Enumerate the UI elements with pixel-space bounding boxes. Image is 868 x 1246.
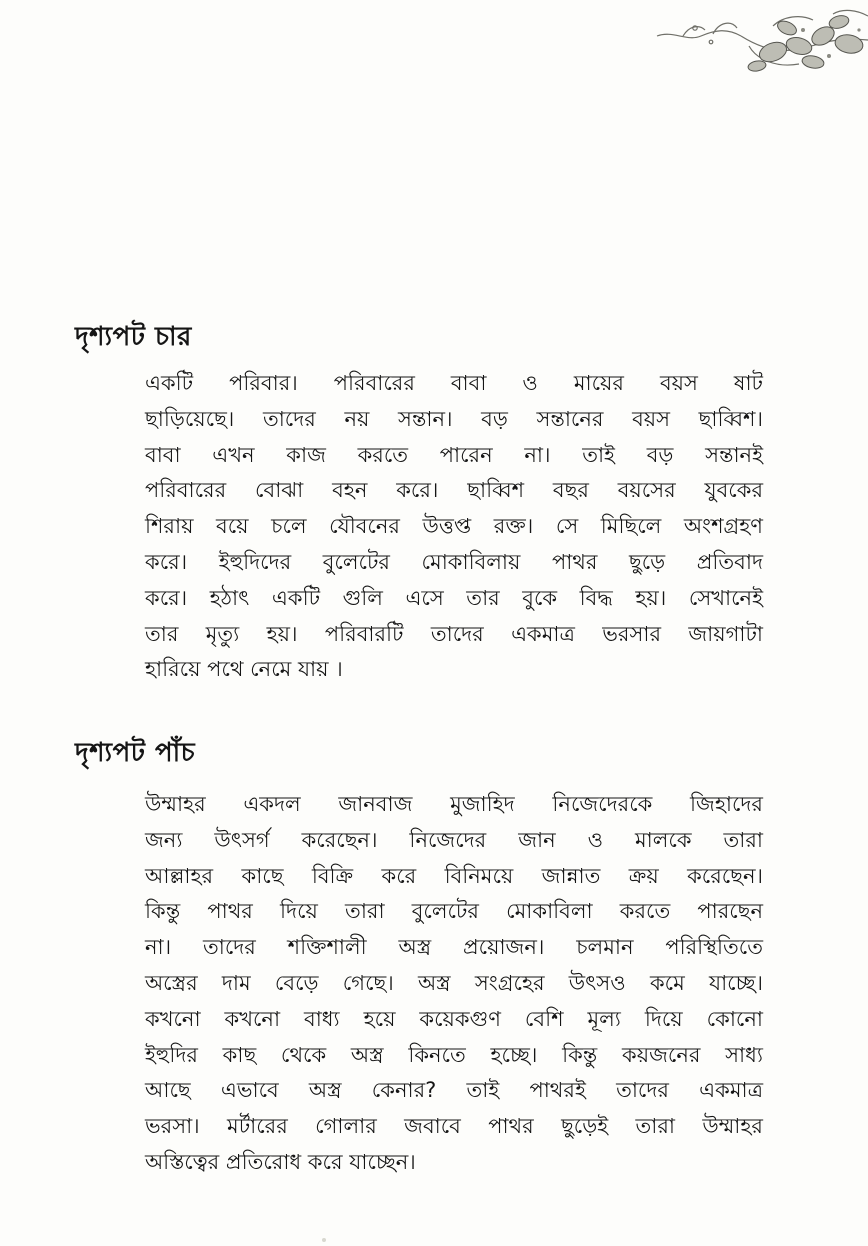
text-line: কখনো কখনো বাধ্য হয়ে কয়েকগুণ বেশি মূল্য দিয়ে কোনো	[145, 1006, 763, 1031]
section-paragraph-scene-four	[145, 366, 763, 688]
text-line: না। তাদের শক্তিশালী অস্ত্র প্রয়োজন। চলমান পরিস্থিতিতে	[145, 935, 763, 960]
section-heading-scene-four: দৃশ্যপট চার	[75, 322, 192, 352]
text-line: পরিবারের বোঝা বহন করে। ছাব্বিশ বছর বয়সের যুবকের	[145, 478, 763, 503]
text-line: শিরায় বয়ে চলে যৌবনের উত্তপ্ত রক্ত। সে মিছিলে অংশগ্রহণ	[145, 514, 763, 539]
text-line: অস্তিত্বের প্রতিরোধ করে যাচ্ছেন।	[145, 1149, 416, 1174]
section-paragraph-scene-five	[145, 787, 763, 1181]
text-line: করে। ইহুদিদের বুলেটের মোকাবিলায় পাথর ছুড়ে প্রতিবাদ	[145, 549, 763, 574]
text-line: একটি পরিবার। পরিবারের বাবা ও মায়ের বয়স ষাট	[145, 371, 763, 395]
text-line: তার মৃত্যু হয়। পরিবারটি তাদের একমাত্র ভরসার জায়গাটা	[145, 621, 763, 646]
text-line: আছে এভাবে অস্ত্র কেনার? তাই পাথরই তাদের একমাত্র	[145, 1078, 763, 1103]
text-line: আল্লাহর কাছে বিক্রি করে বিনিময়ে জান্নাত ক্রয় করেছেন।	[145, 863, 763, 888]
text-line: ছাড়িয়েছে। তাদের নয় সন্তান। বড় সন্তানের বয়স ছাব্বিশ।	[145, 406, 763, 431]
text-line: করে। হঠাৎ একটি গুলি এসে তার বুকে বিদ্ধ হয়। সেখানেই	[145, 585, 763, 610]
text-line: ইহুদির কাছ থেকে অস্ত্র কিনতে হচ্ছে। কিন্তু কয়জনের সাধ্য	[145, 1042, 763, 1067]
text-line: হারিয়ে পথে নেমে যায় ।	[145, 657, 343, 682]
text-line: উম্মাহর একদল জানবাজ মুজাহিদ নিজেদেরকে জিহাদের	[145, 792, 763, 816]
text-line: বাবা এখন কাজ করতে পারেন না। তাই বড় সন্তানই	[145, 442, 763, 467]
paper-smudge	[322, 1238, 326, 1242]
section-heading-scene-five: দৃশ্যপট পাঁচ	[75, 738, 196, 768]
text-line: জন্য উৎসর্গ করেছেন। নিজেদের জান ও মালকে তারা	[145, 827, 763, 852]
text-line: ভরসা। মর্টারের গোলার জবাবে পাথর ছুড়েই তারা উম্মাহর	[145, 1114, 763, 1139]
text-line: কিন্তু পাথর দিয়ে তারা বুলেটের মোকাবিলা করতে পারছেন	[145, 899, 763, 924]
floral-vine-ornament-icon	[653, 6, 868, 76]
text-line: অস্ত্রের দাম বেড়ে গেছে। অস্ত্র সংগ্রহের উৎসও কমে যাচ্ছে।	[145, 970, 763, 995]
